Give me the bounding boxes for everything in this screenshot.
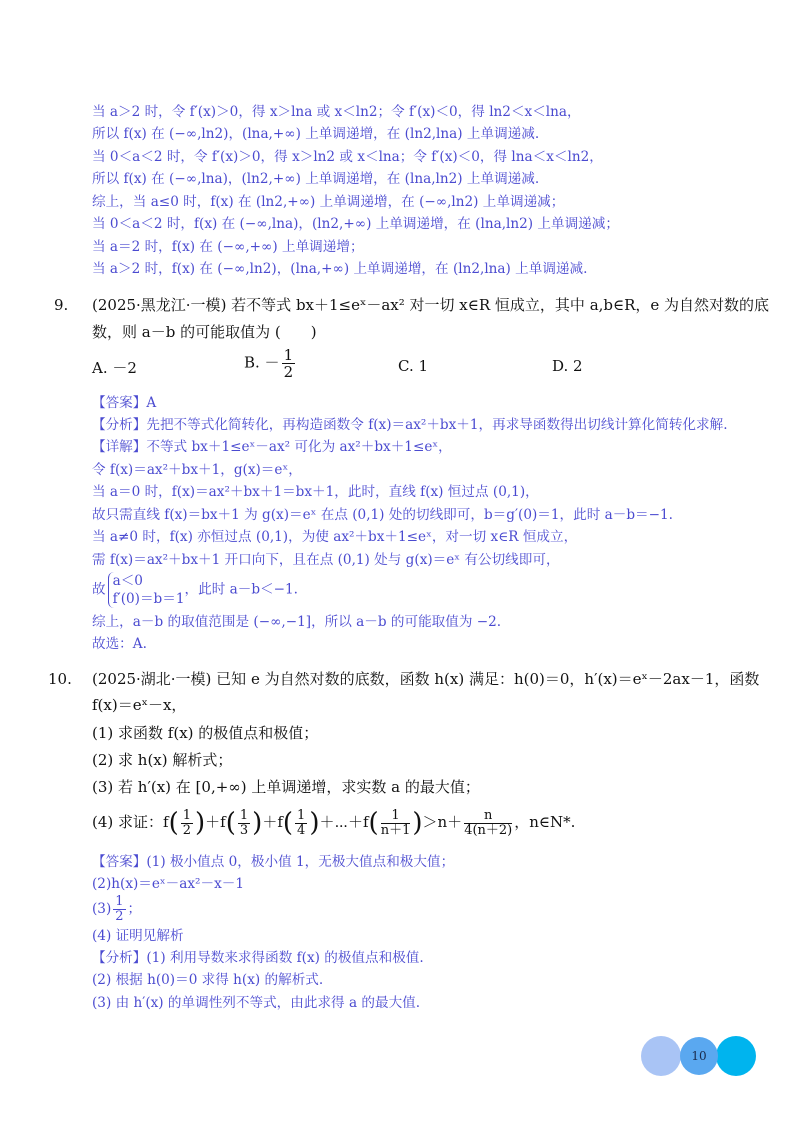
fraction <box>238 809 250 838</box>
option-d: D. 2 <box>552 357 583 375</box>
detail-text: 当 a＝0 时，f(x)＝ax²＋bx＋1＝bx＋1，此时，直线 f(x) 恒过点 (0,1)， <box>92 484 539 500</box>
fraction <box>282 347 296 380</box>
question-number: 10. <box>48 670 72 688</box>
solution-line: 当 0＜a＜2 时，f(x) 在 (−∞,lna)，(ln2,+∞) 上单调递增，在 (lna,ln2) 上单调递减； <box>92 216 619 232</box>
paren: ) <box>195 808 206 838</box>
fraction-numerator: 1 <box>239 807 249 823</box>
dots: ＋⋯＋f <box>319 813 369 831</box>
question-part: (3) 若 h′(x) 在 [0,+∞) 上单调递增，求实数 a 的最大值； <box>92 778 480 796</box>
analysis-text: 【分析】先把不等式化简转化，再构造函数令 f(x)＝ax²＋bx＋1，再求导函数得出切线计算化简转化求解. <box>92 417 728 433</box>
fraction <box>381 809 411 838</box>
solution-line: 当 0＜a＜2 时，令 f′(x)＞0，得 x＞ln2 或 x＜lna；令 f′(x)＜0，得 lna＜x＜ln2， <box>92 149 603 165</box>
answer-text: (2)h(x)＝eˣ－ax²－x－1 <box>92 876 245 892</box>
proof-suffix: ，n∈N*. <box>514 813 576 831</box>
paren: ( <box>168 808 179 838</box>
question-part: (1) 求函数 f(x) 的极值点和极值； <box>92 724 319 742</box>
proof-prefix: (4) 求证：f <box>92 813 169 831</box>
detail-text: 当 a≠0 时，f(x) 亦恒过点 (0,1)，为使 ax²＋bx＋1≤eˣ，对一切 x∈R 恒成立， <box>92 529 578 545</box>
fraction <box>295 809 307 838</box>
question-number: 9. <box>54 296 69 314</box>
fraction-denominator: 4(n＋2) <box>464 822 513 838</box>
solution-line: 当 a＞2 时，f(x) 在 (−∞,ln2)，(lna,+∞) 上单调递增，在 (ln2,lna) 上单调递减. <box>92 261 588 277</box>
detail-text: 需 f(x)＝ax²＋bx＋1 开口向下，且在点 (0,1) 处与 g(x)＝eˣ 有公切线即可， <box>92 552 560 568</box>
fraction-denominator: n＋1 <box>380 822 411 838</box>
option-c: C. 1 <box>398 357 429 375</box>
fraction-denominator: 2 <box>115 909 124 924</box>
option-b <box>244 347 297 380</box>
fraction-numerator: 1 <box>381 809 411 824</box>
decor-circle-right <box>716 1036 756 1076</box>
solution-line: 所以 f(x) 在 (−∞,lna)，(ln2,+∞) 上单调递增，在 (lna,ln2) 上单调递减. <box>92 171 540 187</box>
answer-text: (4) 证明见解析 <box>92 928 184 944</box>
detail-text: 令 f(x)＝ax²＋bx＋1，g(x)＝eˣ， <box>92 462 302 478</box>
fraction-denominator: 3 <box>239 822 249 838</box>
system-case: a＜0 <box>112 573 143 589</box>
fraction-numerator: n <box>464 809 512 824</box>
solution-line: 所以 f(x) 在 (−∞,ln2)，(lna,+∞) 上单调递增，在 (ln2,lna) 上单调递减. <box>92 126 540 142</box>
answer-label: 【答案】(1) 极小值点 0，极小值 1，无极大值点和极大值； <box>92 854 455 870</box>
fraction <box>464 809 512 838</box>
question-text: (2025·湖北·一模) 已知 e 为自然对数的底数，函数 h(x) 满足：h(0)＝0，h′(x)＝eˣ－2ax－1，函数 <box>92 670 760 688</box>
fraction-denominator: 4 <box>297 822 306 838</box>
detail-text: 【详解】不等式 bx＋1≤eˣ－ax² 可化为 ax²＋bx＋1≤eˣ， <box>92 439 452 455</box>
analysis-text: (2) 根据 h(0)＝0 求得 h(x) 的解析式. <box>92 972 324 988</box>
solution-line: 当 a＝2 时，f(x) 在 (−∞,+∞) 上单调递增； <box>92 239 364 255</box>
fraction <box>181 809 193 838</box>
answer-prefix: (3) <box>92 901 112 917</box>
paren: ( <box>225 808 236 838</box>
solution-line: 当 a＞2 时，令 f′(x)＞0，得 x＞lna 或 x＜ln2；令 f′(x)＜0，得 ln2＜x＜lna， <box>92 104 581 120</box>
answer-text <box>92 894 141 924</box>
fraction-numerator: 1 <box>182 807 192 823</box>
question-part: (2) 求 h(x) 解析式； <box>92 751 233 769</box>
paren: ( <box>282 808 294 838</box>
page-number: 10 <box>680 1037 718 1075</box>
paren: ) <box>309 808 320 838</box>
paren: ( <box>368 808 379 838</box>
system-case: f′(0)＝b＝1 <box>112 591 185 607</box>
fraction-denominator: 2 <box>283 363 294 381</box>
question-text: 数，则 a－b 的可能取值为 ( ) <box>92 323 317 341</box>
option-a: A. －2 <box>92 359 137 377</box>
detail-text: 故选：A. <box>92 636 147 652</box>
question-text: (2025·黑龙江·一模) 若不等式 bx＋1≤eˣ－ax² 对一切 x∈R 恒成立，其中 a,b∈R，e 为自然对数的底 <box>92 296 770 314</box>
fraction-denominator: 2 <box>182 822 192 838</box>
detail-text: 故只需直线 f(x)＝bx＋1 为 g(x)＝eˣ 在点 (0,1) 处的切线即可，b＝g′(0)＝1，此时 a－b＝−1. <box>92 507 673 523</box>
fraction-numerator: 1 <box>297 807 306 823</box>
detail-suffix: ，此时 a－b＜−1. <box>184 581 298 598</box>
analysis-text: 【分析】(1) 利用导数来求得函数 f(x) 的极值点和极值. <box>92 950 424 966</box>
decor-circle-left <box>641 1036 681 1076</box>
fraction-numerator: 1 <box>115 894 124 909</box>
analysis-text: (3) 由 h′(x) 的单调性列不等式，由此求得 a 的最大值. <box>92 995 421 1011</box>
answer-suffix: ； <box>127 901 142 917</box>
fraction-numerator: 1 <box>283 346 294 364</box>
option-b-prefix: B. － <box>244 353 280 372</box>
greater-than: ＞n＋ <box>422 813 463 831</box>
answer-label: 【答案】A <box>92 395 157 411</box>
solution-line: 综上，当 a≤0 时，f(x) 在 (ln2,+∞) 上单调递增，在 (−∞,ln2) 上单调递减； <box>92 194 565 210</box>
detail-prefix: 故 <box>92 581 106 598</box>
paren: ) <box>412 808 423 838</box>
question-part-4: (4) 求证：f( $\frac{1}{2}$ )＋f( $\frac{1}{3}$ )＋f( $\frac{1}{4}$ )＋⋯＋f( $\frac{1}{n+1}$ )＞n＋ $\frac{n}{4(n+2)}$ ，n∈N*. <box>92 807 576 838</box>
system-brace <box>108 572 185 608</box>
detail-system <box>92 572 298 608</box>
fraction <box>113 895 125 924</box>
paren: ) <box>252 808 263 838</box>
question-text: f(x)＝eˣ－x， <box>92 696 187 714</box>
detail-text: 综上，a－b 的取值范围是 (−∞,−1]，所以 a－b 的可能取值为 −2. <box>92 614 502 630</box>
